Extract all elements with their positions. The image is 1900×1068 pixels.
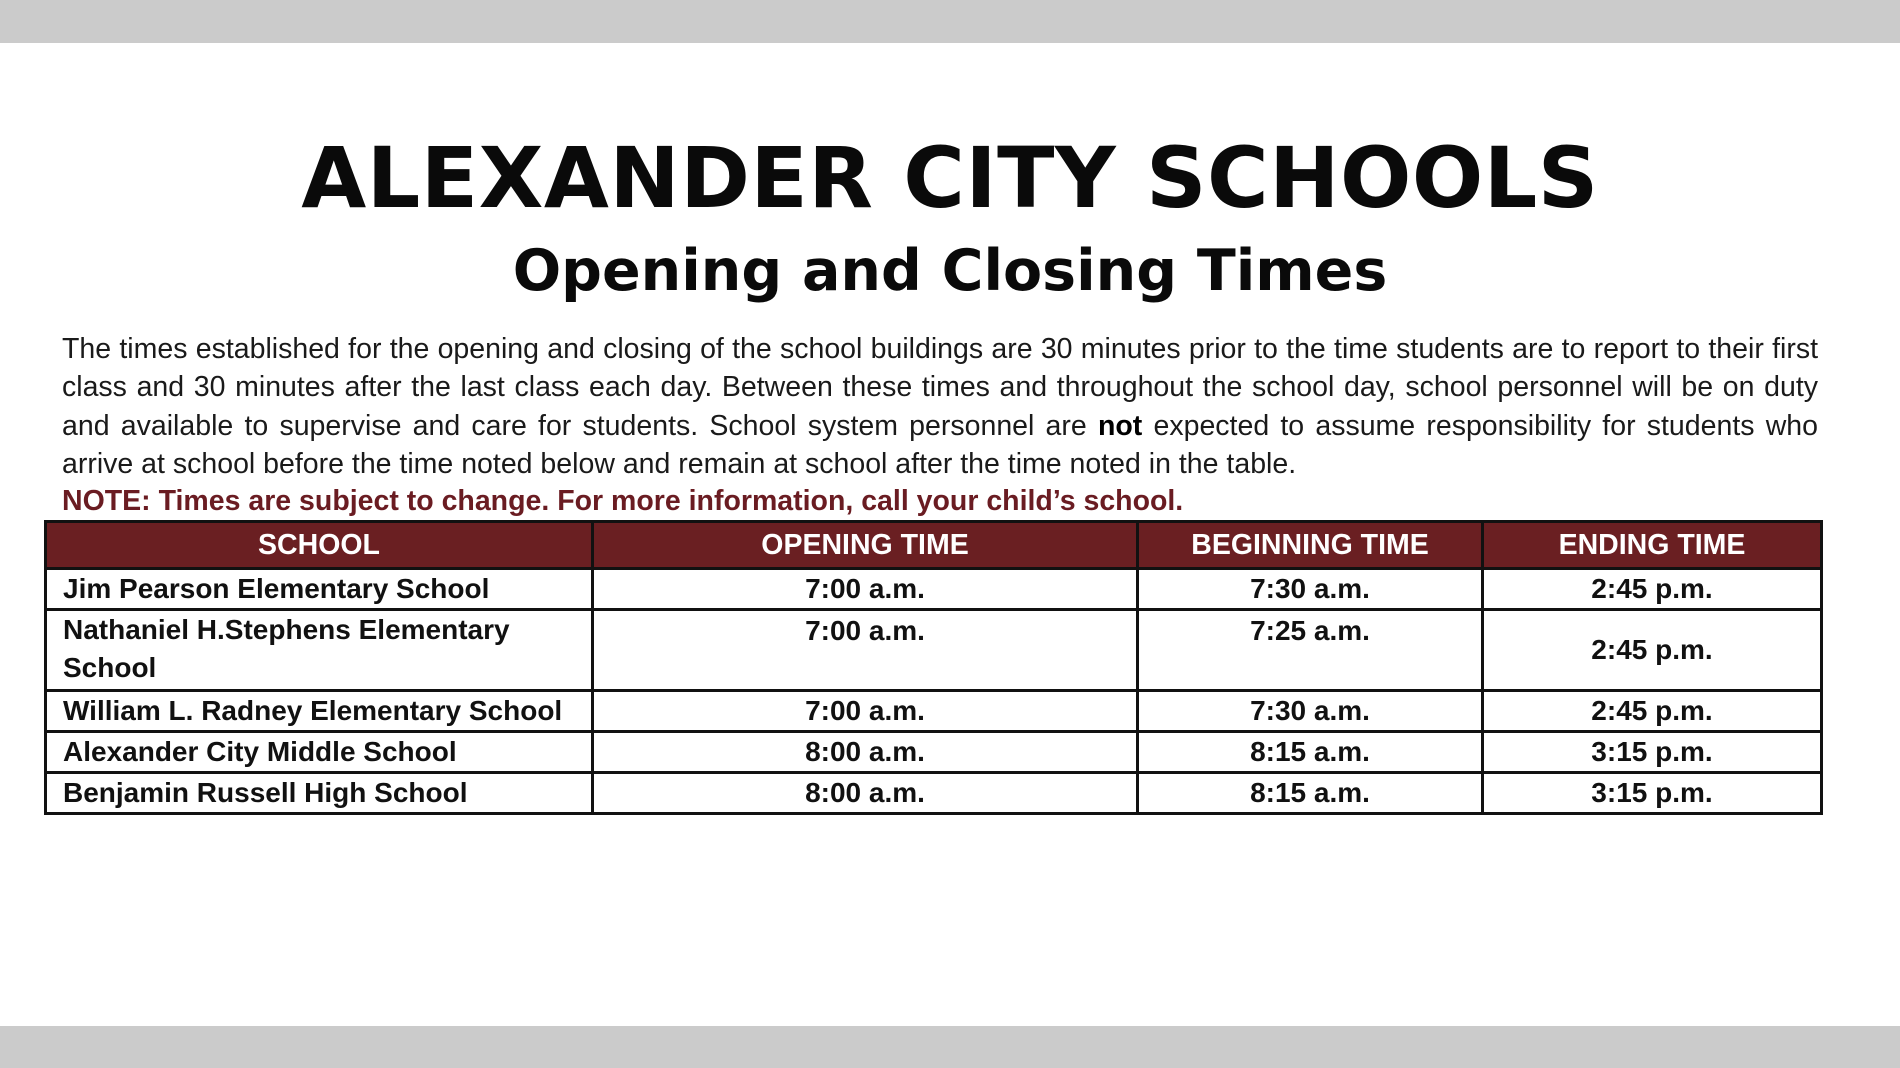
intro-text-after: expected to assume responsibility for students who arrive at school before the time noted below and remain at school after the time noted in the table. xyxy=(62,409,1818,480)
beginning-time-cell: 8:15 a.m. xyxy=(1138,732,1483,773)
opening-time-cell: 8:00 a.m. xyxy=(593,773,1138,814)
beginning-time-cell: 8:15 a.m. xyxy=(1138,773,1483,814)
intro-text-before: The times established for the opening and closing of the school buildings are 30 minutes prior to the time students are to report to their first class and 30 minutes after the last class each day. Between these times and throughout the school day, school personnel will be on duty and available to supervise and care for students. School system personnel are xyxy=(62,333,1818,442)
column-header-school: SCHOOL xyxy=(46,522,593,569)
school-name-cell: William L. Radney Elementary School xyxy=(46,691,593,732)
page-subtitle: Opening and Closing Times xyxy=(512,238,1388,304)
column-header-ending-time: ENDING TIME xyxy=(1483,522,1822,569)
school-name-cell: Jim Pearson Elementary School xyxy=(46,569,593,610)
table-row xyxy=(46,732,1822,773)
ending-time-cell: 3:15 p.m. xyxy=(1483,773,1822,814)
ending-time-cell: 2:45 p.m. xyxy=(1483,691,1822,732)
table-row xyxy=(46,569,1822,610)
table-header-row xyxy=(46,522,1822,569)
school-name-cell: Benjamin Russell High School xyxy=(46,773,593,814)
beginning-time-cell: 7:30 a.m. xyxy=(1138,569,1483,610)
table-row xyxy=(46,773,1822,814)
beginning-time-cell: 7:25 a.m. xyxy=(1138,610,1483,691)
ending-time-cell: 2:45 p.m. xyxy=(1483,569,1822,610)
beginning-time-cell: 7:30 a.m. xyxy=(1138,691,1483,732)
opening-time-cell: 8:00 a.m. xyxy=(593,732,1138,773)
opening-time-cell: 7:00 a.m. xyxy=(593,691,1138,732)
table-row xyxy=(46,610,1822,691)
ending-time-cell: 2:45 p.m. xyxy=(1483,610,1822,691)
column-header-beginning-time: BEGINNING TIME xyxy=(1138,522,1483,569)
intro-paragraph xyxy=(62,330,1818,483)
school-name-cell: Alexander City Middle School xyxy=(46,732,593,773)
opening-time-cell: 7:00 a.m. xyxy=(593,610,1138,691)
opening-time-cell: 7:00 a.m. xyxy=(593,569,1138,610)
intro-bold-word: not xyxy=(1097,409,1143,442)
page-title: ALEXANDER CITY SCHOOLS xyxy=(301,129,1599,227)
note-text: NOTE: Times are subject to change. For more information, call your child’s school. xyxy=(62,485,1184,517)
school-times-table xyxy=(44,520,1823,815)
column-header-opening-time: OPENING TIME xyxy=(593,522,1138,569)
table-row xyxy=(46,691,1822,732)
school-name-cell: Nathaniel H.Stephens Elementary School xyxy=(46,610,593,691)
ending-time-cell: 3:15 p.m. xyxy=(1483,732,1822,773)
top-band xyxy=(0,0,1900,43)
bottom-band xyxy=(0,1026,1900,1068)
